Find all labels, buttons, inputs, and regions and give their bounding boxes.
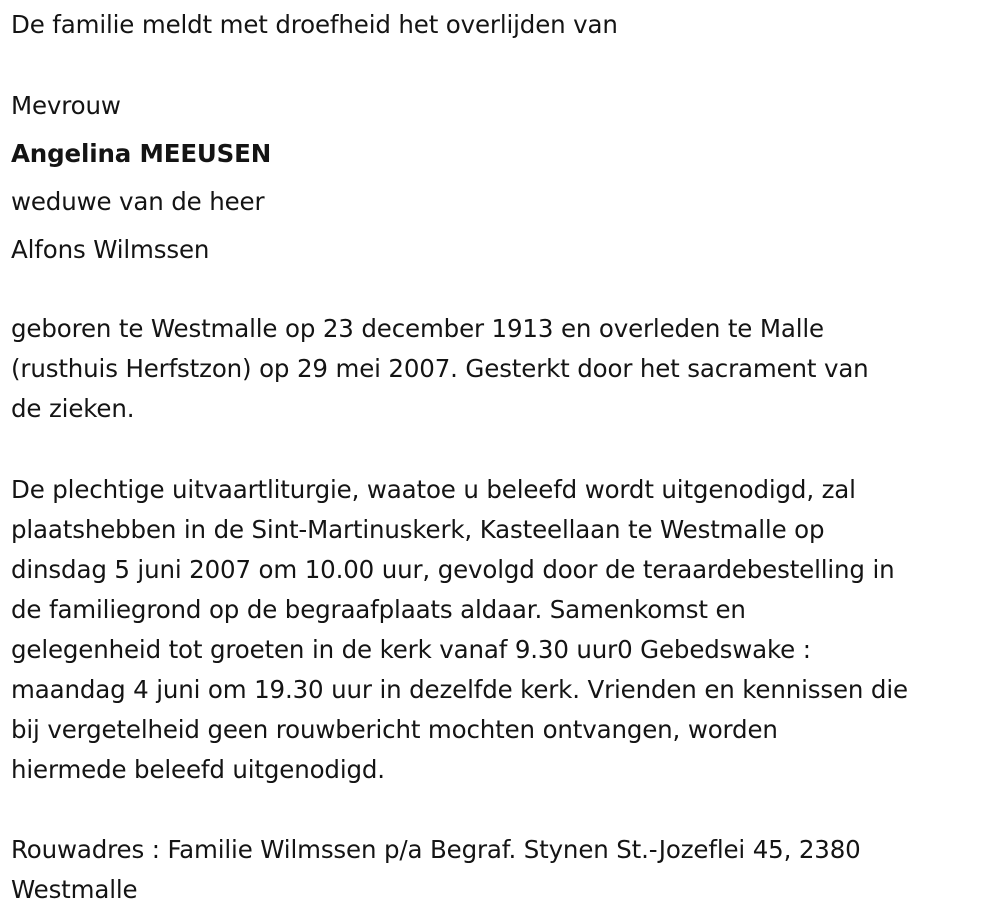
deceased-name: Angelina MEEUSEN [11, 139, 272, 168]
paragraph-line: hiermede beleefd uitgenodigd. [11, 755, 385, 784]
address-line: Rouwadres : Familie Wilmssen p/a Begraf. Stynen St.-Jozeflei 45, 2380 [11, 835, 861, 864]
paragraph-line: de zieken. [11, 394, 135, 423]
paragraph-line: gelegenheid tot groeten in de kerk vanaf 9.30 uur0 Gebedswake : [11, 635, 811, 664]
salutation: Mevrouw [11, 91, 121, 120]
birth-death-paragraph [11, 309, 993, 429]
paragraph-line: dinsdag 5 juni 2007 om 10.00 uur, gevolgd door de teraardebestelling in [11, 555, 895, 584]
paragraph-line: De plechtige uitvaartliturgie, waatoe u beleefd wordt uitgenodigd, zal [11, 475, 856, 504]
paragraph-line: maandag 4 juni om 19.30 uur in dezelfde kerk. Vrienden en kennissen die [11, 675, 908, 704]
paragraph-line: plaatshebben in de Sint-Martinuskerk, Kasteellaan te Westmalle op [11, 515, 825, 544]
ceremony-paragraph [11, 470, 993, 790]
intro-text: De familie meldt met droefheid het overlijden van [11, 10, 618, 39]
deceased-block [11, 86, 271, 278]
paragraph-line: geboren te Westmalle op 23 december 1913 en overleden te Malle [11, 314, 824, 343]
address-line: Westmalle [11, 875, 138, 904]
mourning-address [11, 830, 993, 910]
relation-text: weduwe van de heer [11, 187, 265, 216]
paragraph-line: (rusthuis Herfstzon) op 29 mei 2007. Gesterkt door het sacrament van [11, 354, 869, 383]
spouse-name: Alfons Wilmssen [11, 235, 210, 264]
paragraph-line: bij vergetelheid geen rouwbericht mochten ontvangen, worden [11, 715, 778, 744]
paragraph-line: de familiegrond op de begraafplaats aldaar. Samenkomst en [11, 595, 746, 624]
